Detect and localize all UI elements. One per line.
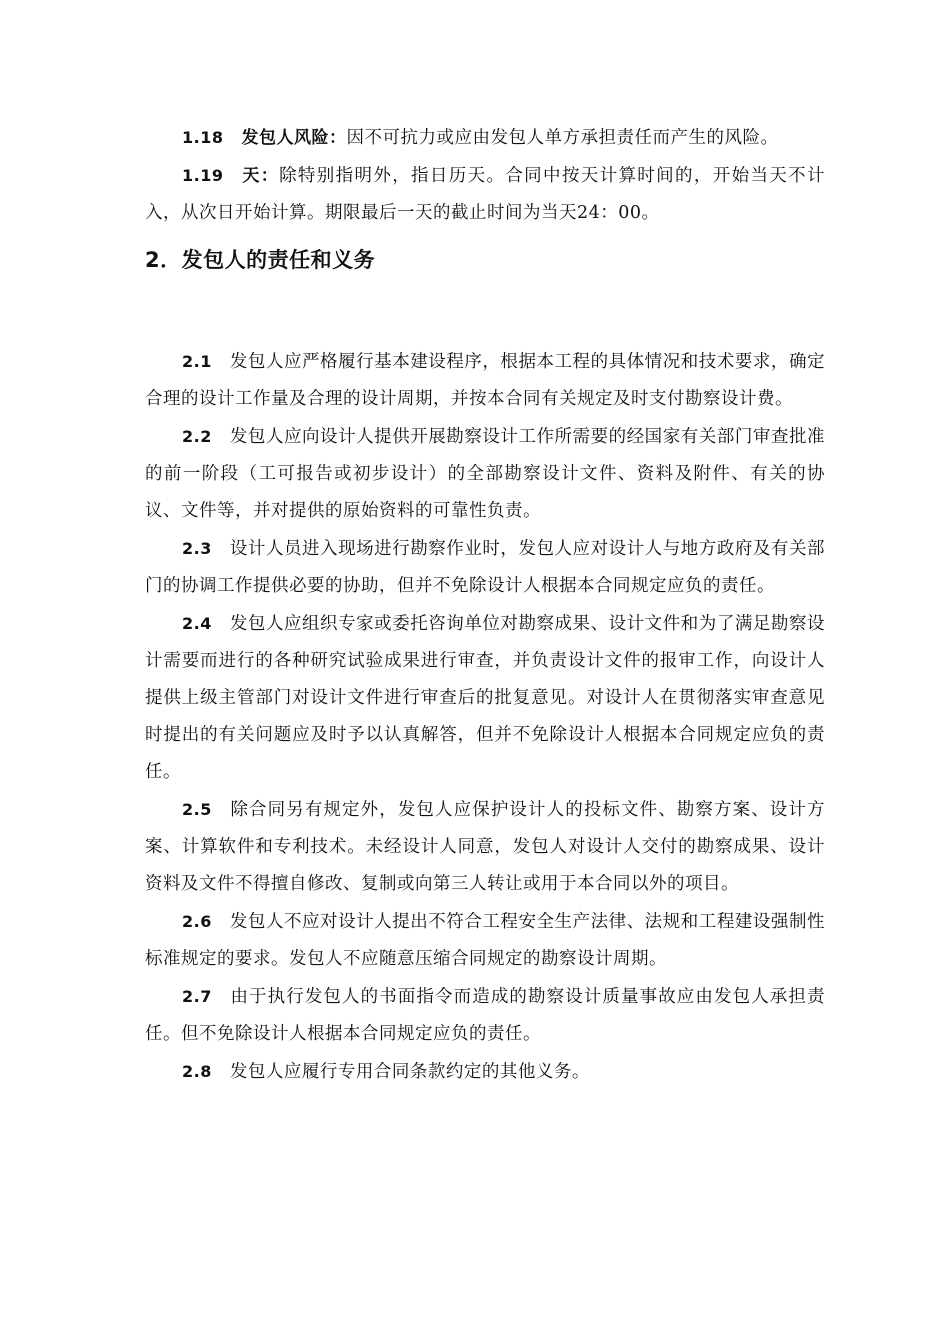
section-heading: 2．发包人的责任和义务 xyxy=(145,248,376,272)
clause-2-5 xyxy=(145,791,825,903)
section-2-clauses xyxy=(145,343,825,1091)
clause-number: 1.18 xyxy=(182,128,224,147)
defined-term: 天： xyxy=(241,166,280,186)
clause-text: 发包人应严格履行基本建设程序，根据本工程的具体情况和技术要求，确定合理的设计工作量及合理的设计周期，并按本合同有关规定及时支付勘察设计费。 xyxy=(145,352,825,409)
clause-2-8 xyxy=(145,1053,825,1091)
clause-number: 2.1 xyxy=(182,352,212,371)
clause-number: 2.7 xyxy=(182,987,212,1006)
definition-1-18 xyxy=(145,119,825,157)
clause-number: 2.6 xyxy=(182,912,212,931)
clause-2-7 xyxy=(145,978,825,1053)
clause-2-6 xyxy=(145,903,825,978)
clause-text: 发包人应向设计人提供开展勘察设计工作所需要的经国家有关部门审查批准的前一阶段（工可报告或初步设计）的全部勘察设计文件、资料及附件、有关的协议、文件等，并对提供的原始资料的可靠性负责。 xyxy=(145,427,825,521)
clause-2-3 xyxy=(145,530,825,605)
clause-number: 1.19 xyxy=(182,166,224,185)
clause-number: 2.3 xyxy=(182,539,212,558)
definition-text: 除特别指明外，指日历天。合同中按天计算时间的，开始当天不计入，从次日开始计算。期限最后一天的截止时间为当天24：00。 xyxy=(145,166,826,223)
clause-text: 由于执行发包人的书面指令而造成的勘察设计质量事故应由发包人承担责任。但不免除设计人根据本合同规定应负的责任。 xyxy=(145,987,825,1044)
clause-text: 发包人应履行专用合同条款约定的其他义务。 xyxy=(229,1062,590,1082)
clause-2-2 xyxy=(145,418,825,530)
clause-number: 2.4 xyxy=(182,614,212,633)
clause-text: 除合同另有规定外，发包人应保护设计人的投标文件、勘察方案、设计方案、计算软件和专利技术。未经设计人同意，发包人对设计人交付的勘察成果、设计资料及文件不得擅自修改、复制或向第三人转让或用于本合同以外的项目。 xyxy=(145,800,825,894)
clause-number: 2.8 xyxy=(182,1062,212,1081)
definition-1-19 xyxy=(145,157,825,232)
clause-number: 2.2 xyxy=(182,427,212,446)
clause-text: 设计人员进入现场进行勘察作业时，发包人应对设计人与地方政府及有关部门的协调工作提供必要的协助，但并不免除设计人根据本合同规定应负的责任。 xyxy=(145,539,825,596)
defined-term: 发包人风险： xyxy=(241,128,347,148)
clause-number: 2.5 xyxy=(182,800,212,819)
clause-text: 发包人不应对设计人提出不符合工程安全生产法律、法规和工程建设强制性标准规定的要求。发包人不应随意压缩合同规定的勘察设计周期。 xyxy=(145,912,825,969)
document-body xyxy=(145,119,825,1091)
clause-text: 发包人应组织专家或委托咨询单位对勘察成果、设计文件和为了满足勘察设计需要而进行的各种研究试验成果进行审查，并负责设计文件的报审工作，向设计人提供上级主管部门对设计文件进行审查后的批复意见。对设计人在贯彻落实审查意见时提出的有关问题应及时予以认真解答，但并不免除设计人根据本合同规定应负的责任。 xyxy=(145,614,825,782)
clause-2-4 xyxy=(145,605,825,791)
definition-text: 因不可抗力或应由发包人单方承担责任而产生的风险。 xyxy=(346,128,779,148)
clause-2-1 xyxy=(145,343,825,418)
